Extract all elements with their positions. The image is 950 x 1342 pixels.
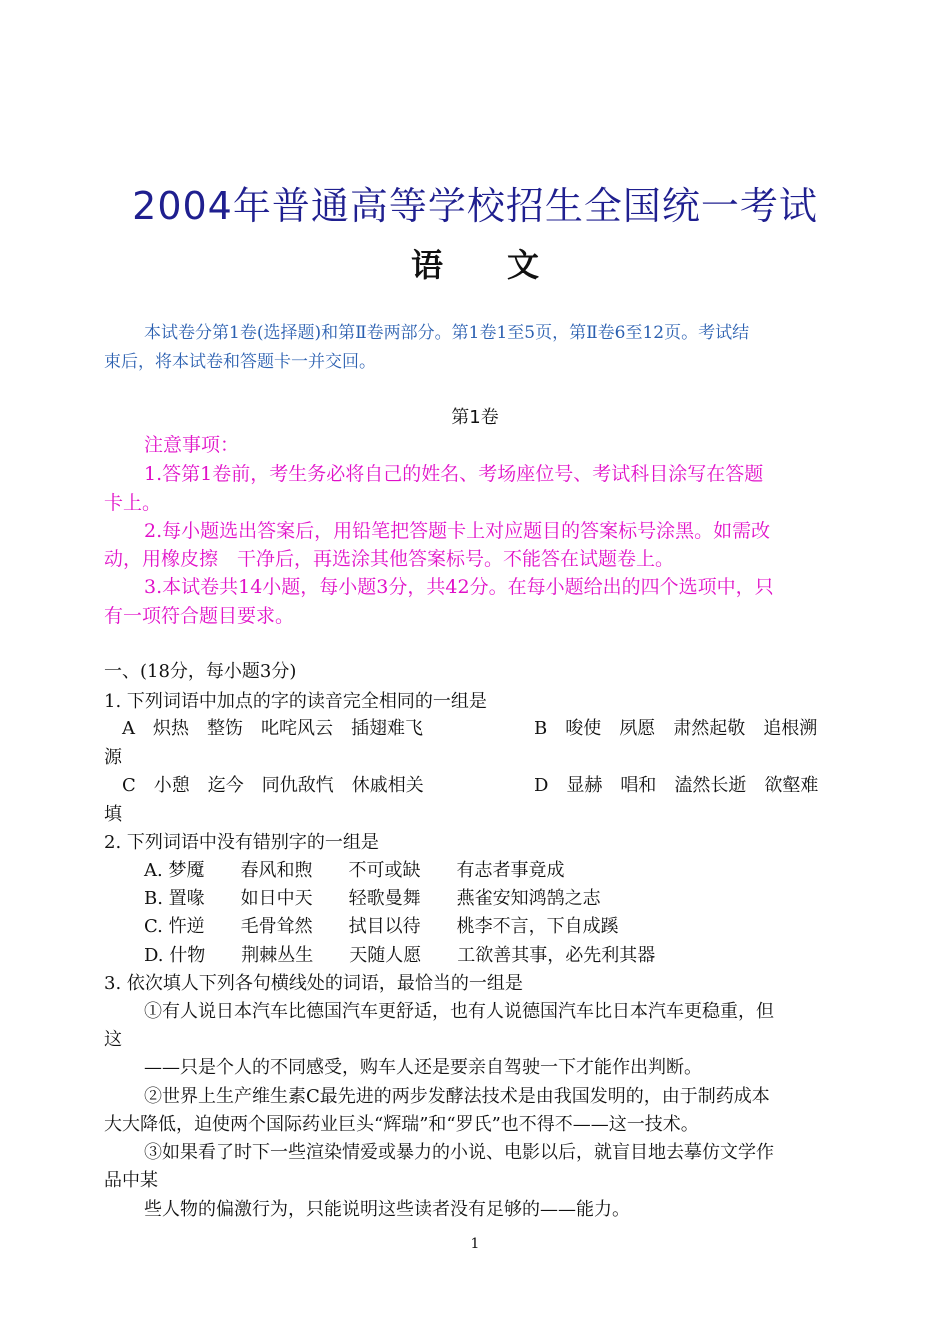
section-title: 第1卷 [451,407,499,428]
part1-heading: 一、(18分，每小题3分) [104,661,297,682]
q1-option-d-wrap: 填 [104,804,122,825]
q3-sentence-1-line-1: ①有人说日本汽车比德国汽车更舒适，也有人说德国汽车比日本汽车更稳重，但 [144,1001,774,1022]
q1-stem: 1. 下列词语中加点的字的读音完全相同的一组是 [104,691,487,712]
q2-stem: 2. 下列词语中没有错别字的一组是 [104,832,379,853]
q2-option-a: A. 梦魇 春风和煦 不可或缺 有志者事竟成 [144,860,565,881]
q1-option-b-wrap: 源 [104,747,122,768]
q2-option-d: D. 什物 荆棘丛生 天随人愿 工欲善其事，必先利其器 [144,945,656,966]
q3-sentence-3-line-2: 品中某 [104,1170,158,1191]
q1-option-c: C 小憩 迄今 同仇敌忾 休戚相关 [122,775,424,796]
notice-item-2-line-2: 动，用橡皮擦 干净后，再选涂其他答案标号。不能答在试题卷上。 [104,548,675,570]
q1-option-b: B 唆使 夙愿 肃然起敬 追根溯 [534,718,818,739]
exam-title: 2004年普通高等学校招生全国统一考试 [132,184,818,228]
intro-line-1: 本试卷分第1卷(选择题)和第Ⅱ卷两部分。第1卷1至5页，第Ⅱ卷6至12页。考试结 [144,323,750,343]
q1-option-d: D 显赫 唱和 溘然长逝 欲壑难 [534,775,819,796]
q3-stem: 3. 依次填人下列各句横线处的词语，最恰当的一组是 [104,973,523,994]
subject-title: 语 文 [410,246,539,284]
q3-sentence-1-line-3: ——只是个人的不同感受，购车人还是要亲自驾驶一下才能作出判断。 [144,1057,702,1078]
notice-item-3-line-2: 有一项符合题目要求。 [104,605,295,627]
q3-sentence-2-line-2: 大大降低，迫使两个国际药业巨头“辉瑞”和“罗氏”也不得不——这一技术。 [104,1114,699,1135]
notice-item-1-line-1: 1.答第1卷前，考生务必将自己的姓名、考场座位号、考试科目涂写在答题 [144,463,764,485]
q3-sentence-2-line-1: ②世界上生产维生素C最先进的两步发酵法技术是由我国发明的，由于制药成本 [144,1086,770,1107]
q3-sentence-3-line-1: ③如果看了时下一些渲染情爱或暴力的小说、电影以后，就盲目地去摹仿文学作 [144,1142,774,1163]
q3-sentence-3-line-3: 些人物的偏激行为，只能说明这些读者没有足够的——能力。 [144,1199,630,1220]
q1-option-a: A 炽热 整饬 叱咤风云 插翅难飞 [122,718,423,739]
notice-item-1-line-2: 卡上。 [104,492,162,514]
page-number: 1 [470,1236,480,1252]
notice-item-3-line-1: 3.本试卷共14小题，每小题3分，共42分。在每小题给出的四个选项中，只 [144,576,774,598]
q2-option-c: C. 忤逆 毛骨耸然 拭目以待 桃李不言，下自成蹊 [144,916,619,937]
q3-sentence-1-line-2: 这 [104,1029,122,1050]
q2-option-b: B. 置喙 如日中天 轻歌曼舞 燕雀安知鸿鹄之志 [144,888,601,909]
intro-line-2: 束后，将本试卷和答题卡一并交回。 [104,352,376,372]
notice-item-2-line-1: 2.每小题选出答案后，用铅笔把答题卡上对应题目的答案标号涂黑。如需改 [144,520,771,542]
notice-heading: 注意事项： [144,434,240,456]
